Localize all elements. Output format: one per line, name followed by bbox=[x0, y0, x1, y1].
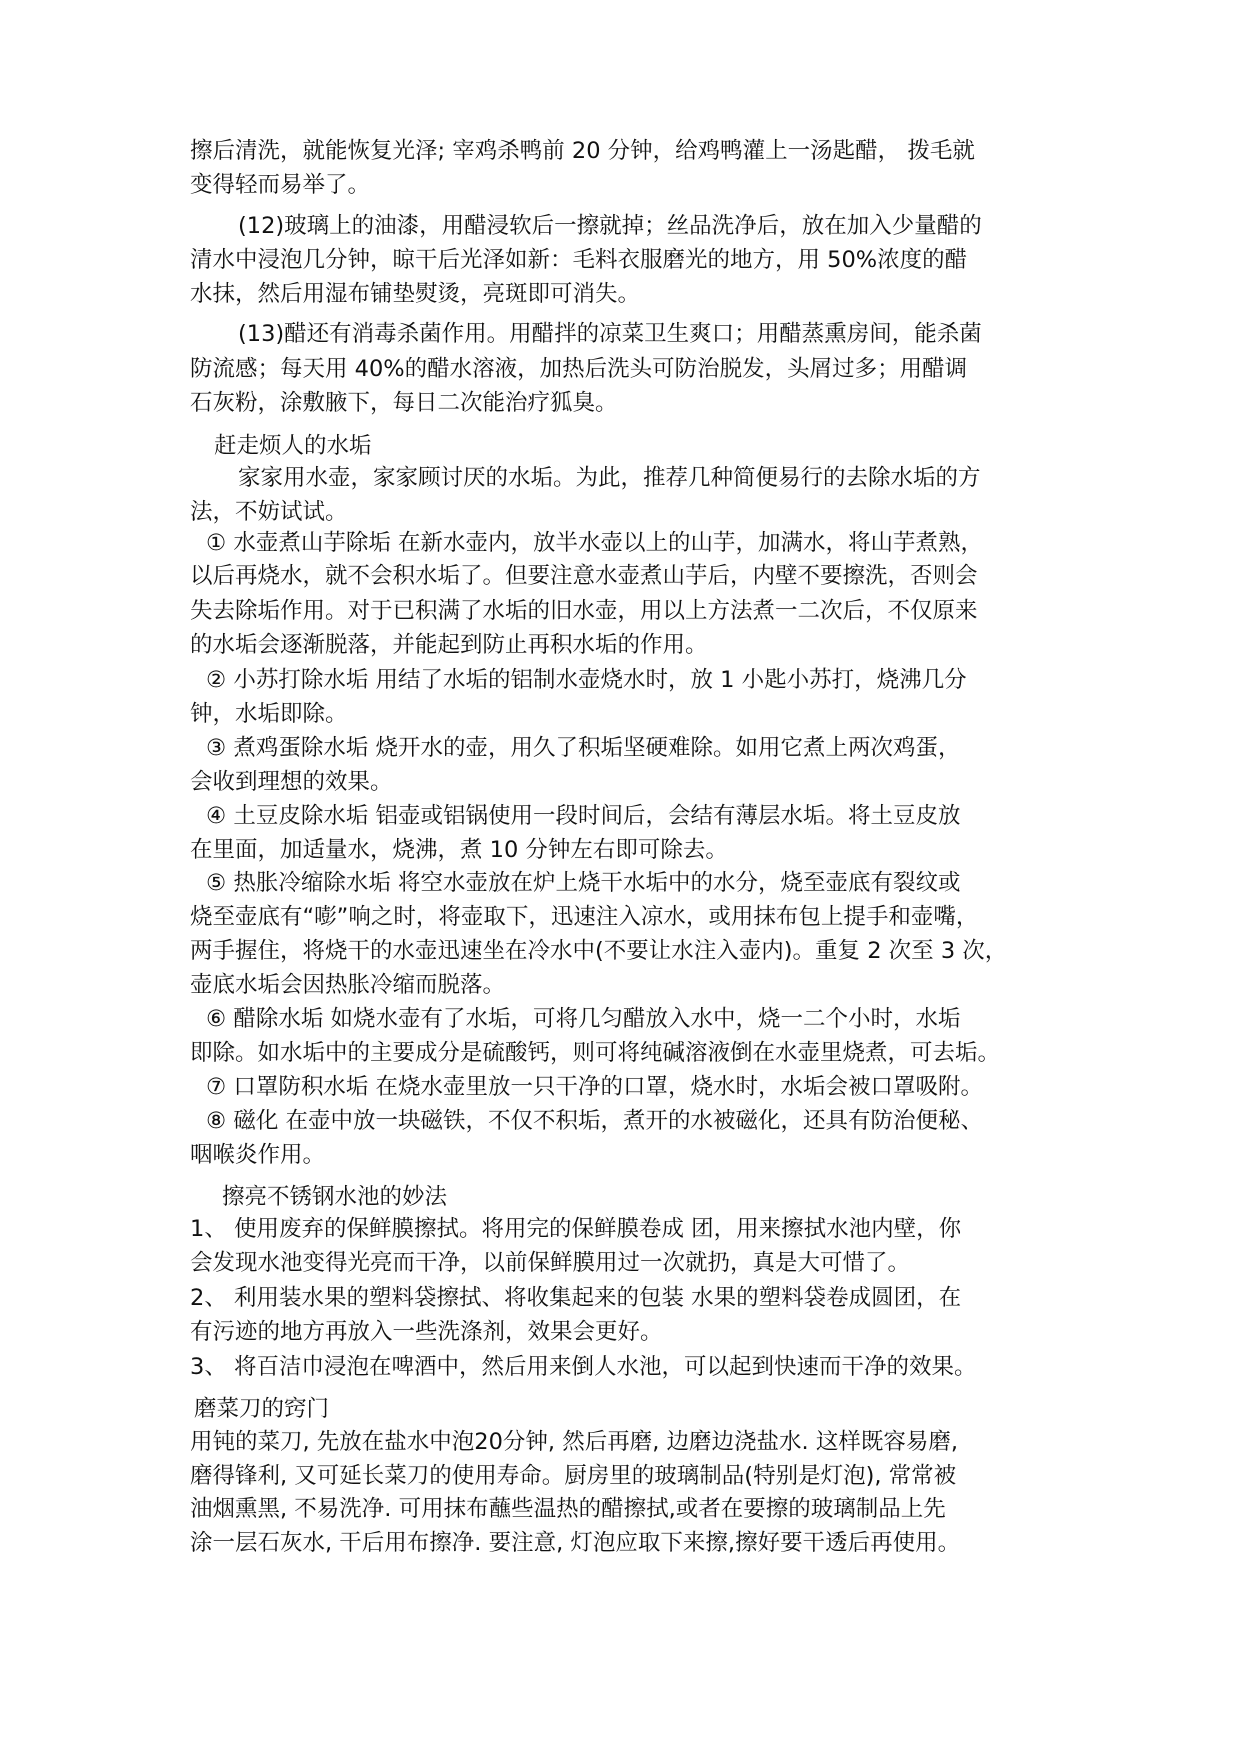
text-line: ⑤ 热胀冷缩除水垢 将空水壶放在炉上烧干水垢中的水分，烧至壶底有裂纹或 bbox=[206, 870, 961, 896]
text-line: (12)玻璃上的油漆，用醋浸软后一擦就掉；丝品洗净后，放在加入少量醋的 bbox=[238, 213, 982, 239]
text-line: ② 小苏打除水垢 用结了水垢的铝制水壶烧水时，放 1 小匙小苏打，烧沸几分 bbox=[206, 667, 967, 693]
text-line: ③ 煮鸡蛋除水垢 烧开水的壶，用久了积垢坚硬难除。如用它煮上两次鸡蛋， bbox=[206, 735, 961, 761]
text-line: ① 水壶煮山芋除垢 在新水壶内，放半水壶以上的山芋，加满水，将山芋煮熟， bbox=[206, 530, 983, 556]
text-line: 在里面，加适量水，烧沸，煮 10 分钟左右即可除去。 bbox=[190, 837, 728, 863]
text-line: 变得轻而易举了。 bbox=[190, 172, 371, 198]
text-line: 擦后清洗，就能恢复光泽; 宰鸡杀鸭前 20 分钟，给鸡鸭灌上一汤匙醋， 拨毛就 bbox=[190, 138, 975, 164]
text-line: ⑦ 口罩防积水垢 在烧水壶里放一只干净的口罩，烧水时，水垢会被口罩吸附。 bbox=[206, 1074, 983, 1100]
text-line: 清水中浸泡几分钟，晾干后光泽如新：毛料衣服磨光的地方，用 50%浓度的醋 bbox=[190, 247, 968, 273]
text-line: 两手握住，将烧干的水壶迅速坐在冷水中(不要让水注入壶内)。重复 2 次至 3 次， bbox=[190, 938, 1008, 964]
text-line: 失去除垢作用。对于已积满了水垢的旧水壶，用以上方法煮一二次后，不仅原来 bbox=[190, 598, 978, 624]
text-line: ④ 土豆皮除水垢 铝壶或铝锅使用一段时间后，会结有薄层水垢。将土豆皮放 bbox=[206, 803, 961, 829]
text-line: 有污迹的地方再放入一些洗涤剂，效果会更好。 bbox=[190, 1319, 663, 1345]
text-line: 涂一层石灰水, 干后用布擦净. 要注意, 灯泡应取下来擦,擦好要干透后再使用。 bbox=[190, 1530, 961, 1556]
text-line: 咽喉炎作用。 bbox=[190, 1142, 326, 1168]
section-heading: 赶走烦人的水垢 bbox=[214, 433, 372, 459]
text-line: ⑥ 醋除水垢 如烧水壶有了水垢，可将几匀醋放入水中，烧一二个小时，水垢 bbox=[206, 1006, 961, 1032]
text-line: 即除。如水垢中的主要成分是硫酸钙，则可将纯碱溶液倒在水壶里烧煮，可去垢。 bbox=[190, 1040, 1001, 1066]
text-line: 水抹，然后用湿布铺垫熨烫，亮斑即可消失。 bbox=[190, 281, 641, 307]
text-line: 烧至壶底有“嘭”响之时，将壶取下，迅速注入凉水，或用抹布包上提手和壶嘴， bbox=[190, 904, 979, 930]
text-line: 会发现水池变得光亮而干净，以前保鲜膜用过一次就扔，真是大可惜了。 bbox=[190, 1250, 911, 1276]
text-line: 2、 利用装水果的塑料袋擦拭、将收集起来的包装 水果的塑料袋卷成圆团，在 bbox=[190, 1285, 962, 1311]
text-line: 3、 将百洁巾浸泡在啤酒中，然后用来倒人水池，可以起到快速而干净的效果。 bbox=[190, 1354, 977, 1380]
text-line: 防流感；每天用 40%的醋水溶液，加热后洗头可防治脱发，头屑过多；用醋调 bbox=[190, 356, 968, 382]
text-line: (13)醋还有消毒杀菌作用。用醋拌的凉菜卫生爽口；用醋蒸熏房间，能杀菌 bbox=[238, 321, 982, 347]
text-line: 磨得锋利, 又可延长菜刀的使用寿命。厨房里的玻璃制品(特别是灯泡), 常常被 bbox=[190, 1463, 957, 1489]
text-line: 会收到理想的效果。 bbox=[190, 769, 393, 795]
text-line: 用钝的菜刀, 先放在盐水中泡20分钟, 然后再磨, 边磨边浇盐水. 这样既容易磨, bbox=[190, 1429, 959, 1455]
section-heading: 擦亮不锈钢水池的妙法 bbox=[222, 1184, 448, 1210]
text-line: 油烟熏黑, 不易洗净. 可用抹布蘸些温热的醋擦拭,或者在要擦的玻璃制品上先 bbox=[190, 1496, 946, 1522]
text-line: 1、 使用废弃的保鲜膜擦拭。将用完的保鲜膜卷成 团，用来擦拭水池内壁，你 bbox=[190, 1216, 962, 1242]
text-line: 的水垢会逐渐脱落，并能起到防止再积水垢的作用。 bbox=[190, 632, 708, 658]
text-line: 法，不妨试试。 bbox=[190, 499, 348, 525]
text-line: 壶底水垢会因热胀冷缩而脱落。 bbox=[190, 972, 506, 998]
text-line: 以后再烧水，就不会积水垢了。但要注意水壶煮山芋后，内壁不要擦洗，否则会 bbox=[190, 563, 978, 589]
text-line: 石灰粉，涂敷腋下，每日二次能治疗狐臭。 bbox=[190, 390, 618, 416]
text-line: ⑧ 磁化 在壶中放一块磁铁，不仅不积垢，煮开的水被磁化，还具有防治便秘、 bbox=[206, 1108, 983, 1134]
text-line: 家家用水壶，家家顾讨厌的水垢。为此，推荐几种简便易行的去除水垢的方 bbox=[238, 465, 981, 491]
text-line: 钟，水垢即除。 bbox=[190, 701, 348, 727]
section-heading: 磨菜刀的窍门 bbox=[194, 1396, 330, 1422]
